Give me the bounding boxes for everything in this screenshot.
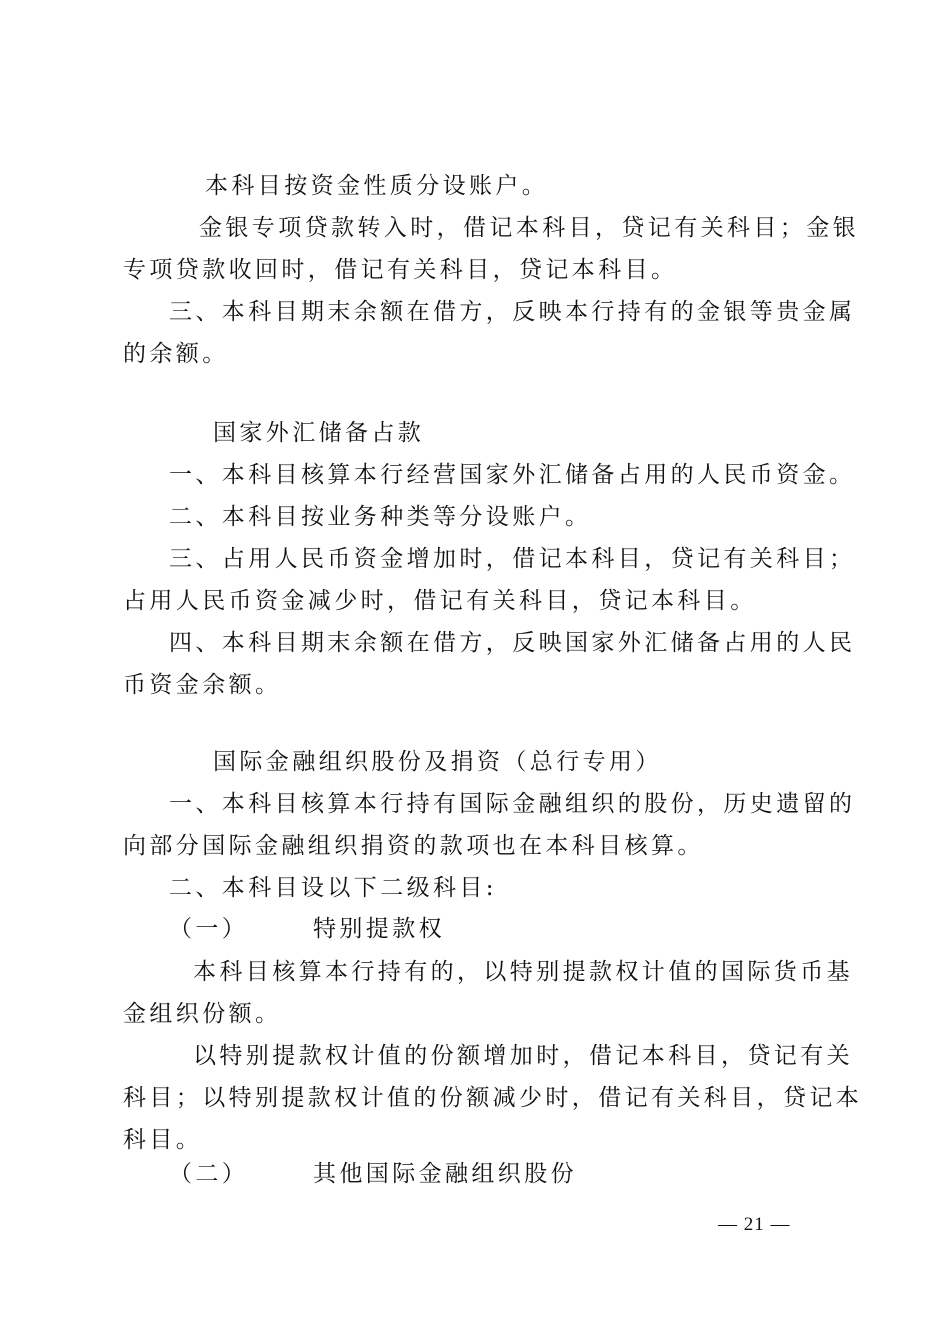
- paragraph-line: 一、本科目核算本行持有国际金融组织的股份，历史遗留的: [169, 791, 856, 817]
- paragraph-line: 向部分国际金融组织捐资的款项也在本科目核算。: [123, 833, 704, 859]
- paragraph-line: 占用人民币资金减少时，借记有关科目，贷记本科目。: [123, 588, 757, 614]
- paragraph-line: 一、本科目核算本行经营国家外汇储备占用的人民币资金。: [169, 462, 856, 488]
- paragraph-line: 币资金余额。: [123, 672, 282, 698]
- paragraph-line: 的余额。: [123, 341, 229, 367]
- subsection-title: 其他国际金融组织股份: [313, 1161, 577, 1187]
- paragraph-line: 四、本科目期末余额在借方，反映国家外汇储备占用的人民: [169, 630, 856, 656]
- paragraph-line: 本科目核算本行持有的，以特别提款权计值的国际货币基: [193, 959, 853, 985]
- page-number: — 21 —: [718, 1214, 791, 1235]
- section-heading: 国际金融组织股份及捐资（总行专用）: [213, 749, 662, 775]
- paragraph-line: 专项贷款收回时，借记有关科目，贷记本科目。: [123, 257, 678, 283]
- paragraph-line: 以特别提款权计值的份额增加时，借记本科目，贷记有关: [193, 1043, 853, 1069]
- subsection-number: （二）: [169, 1161, 249, 1187]
- paragraph-line: 二、本科目按业务种类等分设账户。: [169, 504, 592, 530]
- paragraph-line: 金组织份额。: [123, 1001, 282, 1027]
- subsection-title: 特别提款权: [313, 916, 445, 942]
- subsection-number: （一）: [169, 916, 249, 942]
- paragraph-line: 科目。: [123, 1127, 203, 1153]
- paragraph-line: 金银专项贷款转入时，借记本科目，贷记有关科目；金银: [199, 215, 859, 241]
- paragraph-line: 本科目按资金性质分设账户。: [205, 173, 549, 199]
- paragraph-line: 三、本科目期末余额在借方，反映本行持有的金银等贵金属: [169, 299, 856, 325]
- paragraph-line: 科目；以特别提款权计值的份额减少时，借记有关科目，贷记本: [123, 1085, 863, 1111]
- section-heading: 国家外汇储备占款: [213, 420, 425, 446]
- paragraph-line: 二、本科目设以下二级科目:: [169, 875, 497, 901]
- paragraph-line: 三、占用人民币资金增加时，借记本科目，贷记有关科目；: [169, 546, 856, 572]
